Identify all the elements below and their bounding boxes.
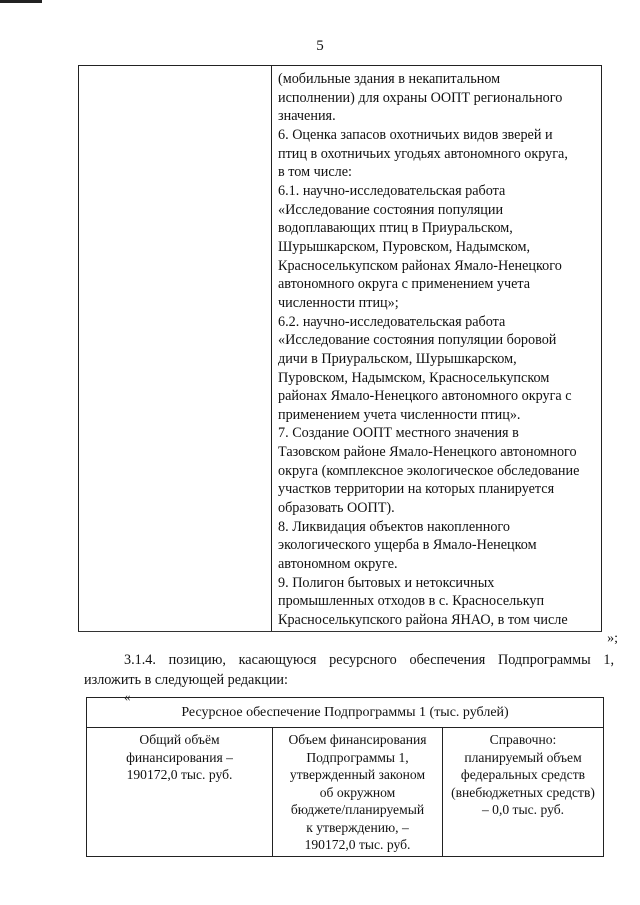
table-text-line: значения. [278,108,336,125]
table-text-line: (мобильные здания в некапитальном [278,71,501,87]
amendment-paragraph [84,651,614,690]
table-text-line: 6.2. научно-исследовательская работа [278,313,506,330]
resource-table [86,697,604,857]
table-text-line: автономного округа с применением учета [278,276,531,293]
program-table [78,65,602,631]
resource-table-title: Ресурсное обеспечение Подпрограммы 1 (тыс. рублей) [87,698,603,728]
table-text-line: округа (комплексное экологическое обследование [278,462,580,479]
table-text-line: дичи в Приуральском, Шурышкарском, [278,350,517,367]
cell-line: к утверждению, – [306,819,409,835]
cell-line: бюджете/планируемый [290,802,425,817]
table-text-line: «Исследование состояния популяции боровой [278,332,557,349]
table-text-line: Пуровском, Надымском, Красноселькупском [278,369,550,386]
cell-line: Подпрограммы 1, [306,749,409,765]
table-text-line: 6.1. научно-исследовательская работа [278,182,506,199]
table-right-cell [272,66,601,631]
table-text-line: образовать ООПТ). [278,500,395,517]
cell-line: Общий объём [139,732,220,747]
total-funding-cell [87,728,273,856]
table-text-line: Красноселькупского района ЯНАО, в том числе [278,612,568,629]
table-text-line: районах Ямало-Ненецкого автономного округа с [278,388,572,405]
cell-line: – 0,0 тыс. руб. [481,802,565,817]
cell-line: финансирования – [126,749,233,765]
table-text-line: водоплавающих птиц в Приуральском, [278,220,513,237]
paragraph-line: изложить в следующей редакции: [84,671,288,688]
page-number: 5 [316,38,324,54]
closing-quote: »; [607,631,618,646]
table-text-line: участков территории на которых планируется [278,481,555,498]
table-bottom-rule [78,631,602,632]
table-text-line: промышленных отходов в с. Красноселькуп [278,593,545,610]
scan-edge-mark [0,0,42,3]
table-text-line: исполнении) для охраны ООПТ регионального [278,89,563,106]
paragraph-line: 3.1.4. позицию, касающуюся ресурсного обеспечения Подпрограммы 1, [124,652,614,668]
table-text-line: экологического ущерба в Ямало-Ненецком [278,537,537,554]
cell-line: Объем финансирования [288,732,427,747]
cell-line: (внебюджетных средств) [451,784,595,800]
opening-quote: « [124,689,131,704]
table-left-cell [79,66,272,631]
cell-line: планируемый объем [464,749,582,765]
table-text-line: Тазовском районе Ямало-Ненецкого автономного [278,444,577,461]
table-text-line: «Исследование состояния популяции [278,201,504,218]
table-text-line: Шурышкарском, Пуровском, Надымском, [278,238,530,255]
table-text-line: в том числе: [278,164,352,181]
table-text-line: 8. Ликвидация объектов накопленного [278,518,510,535]
table-text-line: 6. Оценка запасов охотничьих видов зверей и [278,126,553,143]
table-text-line: 9. Полигон бытовых и нетоксичных [278,574,495,591]
cell-line: об окружном [319,784,396,800]
table-text-line: Красноселькупском районах Ямало-Ненецкого [278,257,562,274]
table-text-line: автономном округе. [278,556,398,573]
cell-line: Справочно: [489,732,557,747]
table-text-line: птиц в охотничьих угодьях автономного округа, [278,145,568,162]
cell-line: 190172,0 тыс. руб. [126,767,233,782]
federal-funding-cell [443,728,603,856]
cell-line: утвержденный законом [289,767,426,782]
cell-line: федеральных средств [460,767,586,782]
approved-funding-cell [273,728,443,856]
cell-line: 190172,0 тыс. руб. [304,837,411,852]
table-text-line: применением учета численности птиц». [278,406,521,423]
table-text-line: численности птиц»; [278,294,399,311]
table-text-line: 7. Создание ООПТ местного значения в [278,425,519,442]
